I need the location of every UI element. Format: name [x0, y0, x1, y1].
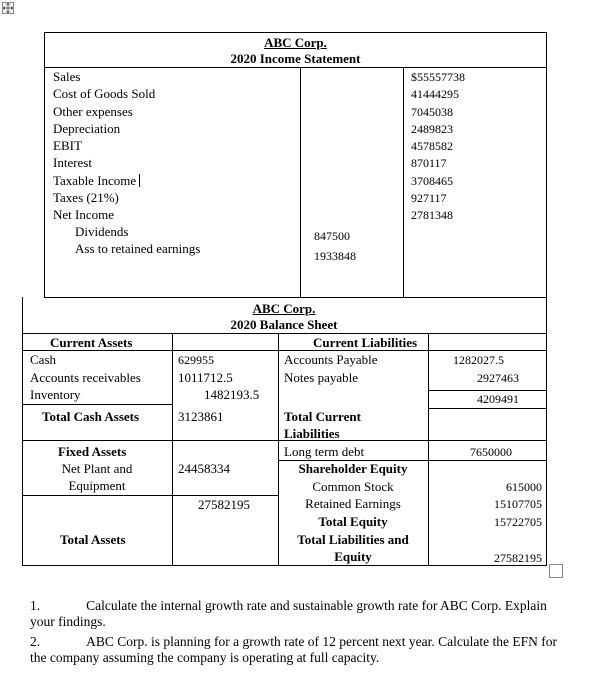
shareholder-equity-header: Shareholder Equity: [298, 461, 408, 476]
accounts-payable-value: 1282027.5: [453, 353, 504, 367]
table-move-handle-icon[interactable]: [2, 2, 14, 14]
is-value-depreciation: 2489823: [411, 122, 453, 136]
income-title: 2020 Income Statement: [230, 51, 361, 66]
receivables-value: 1011712.5: [178, 370, 233, 385]
fixed-assets-header: Fixed Assets: [58, 444, 127, 459]
total-assets-label: Total Assets: [60, 532, 126, 547]
total-current-liabilities-label-line2: Liabilities: [284, 426, 340, 441]
question-2-text: ABC Corp. is planning for a growth rate of 12 percent next year. Calculate the EFN for the company assuming the company is operating at full capacity.: [30, 634, 557, 665]
balance-title: 2020 Balance Sheet: [230, 317, 338, 332]
is-label-cogs: Cost of Goods Sold: [53, 86, 156, 101]
current-liabilities-header: Current Liabilities: [313, 335, 418, 350]
is-label-dividends: Dividends: [75, 224, 129, 239]
common-stock-label: Common Stock: [312, 479, 394, 494]
cash-label: Cash: [30, 352, 56, 367]
total-liab-equity-value: 27582195: [494, 551, 542, 565]
is-label-other-expenses: Other expenses: [53, 104, 133, 119]
retained-earnings-value: 15107705: [494, 497, 542, 511]
is-label-depreciation: Depreciation: [53, 121, 121, 136]
is-label-ebit: EBIT: [53, 138, 82, 153]
is-value-cogs: 41444295: [411, 87, 459, 101]
receivables-label: Accounts receivables: [30, 370, 141, 385]
is-label-net-income: Net Income: [53, 207, 115, 222]
text-cursor: [139, 174, 140, 187]
long-term-debt-value: 7650000: [470, 445, 512, 459]
notes-payable-value: 2927463: [477, 371, 519, 385]
question-1-text: Calculate the internal growth rate and sustainable growth rate for ABC Corp. Explain your findings.: [30, 598, 547, 629]
question-1-number: 1.: [30, 598, 41, 613]
net-plant-label-line2: Equipment: [68, 478, 126, 493]
common-stock-value: 615000: [506, 480, 542, 494]
table-resize-handle[interactable]: [549, 564, 563, 578]
question-1: [30, 598, 558, 630]
retained-earnings-label: Retained Earnings: [305, 496, 401, 511]
total-cash-assets-label: Total Cash Assets: [42, 409, 140, 424]
is-label-retained: Ass to retained earnings: [75, 241, 201, 256]
total-cash-assets-value: 3123861: [178, 409, 224, 424]
notes-payable-label: Notes payable: [284, 370, 359, 385]
question-2: [30, 634, 558, 666]
is-value-retained: 1933848: [314, 249, 356, 263]
total-liab-equity-label-line2: Equity: [334, 549, 372, 564]
is-label-taxes: Taxes (21%): [53, 190, 119, 205]
current-assets-header: Current Assets: [50, 335, 133, 350]
is-value-other-expenses: 7045038: [411, 105, 453, 119]
income-company-name: ABC Corp.: [264, 35, 327, 50]
fixed-total-value: 27582195: [198, 497, 250, 512]
accounts-payable-label: Accounts Payable: [284, 352, 378, 367]
is-value-sales: $55557738: [411, 70, 465, 84]
is-value-net-income: 2781348: [411, 208, 453, 222]
is-label-interest: Interest: [53, 155, 92, 170]
is-value-dividends: 847500: [314, 229, 350, 243]
is-value-interest: 870117: [411, 156, 447, 170]
total-equity-label: Total Equity: [318, 514, 388, 529]
net-plant-value: 24458334: [178, 461, 230, 476]
total-current-liabilities-label-line1: Total Current: [284, 409, 361, 424]
inventory-label: Inventory: [30, 387, 81, 402]
cash-value: 629955: [178, 353, 214, 367]
is-label-taxable-income: Taxable Income: [53, 173, 140, 189]
total-equity-value: 15722705: [494, 515, 542, 529]
current-liabilities-subtotal: 4209491: [477, 392, 519, 406]
is-value-ebit: 4578582: [411, 139, 453, 153]
is-value-taxable-income: 3708465: [411, 174, 453, 188]
long-term-debt-label: Long term debt: [284, 444, 365, 459]
is-value-taxes: 927117: [411, 191, 447, 205]
net-plant-label-line1: Net Plant and: [61, 461, 133, 476]
is-label-sales: Sales: [53, 69, 81, 84]
balance-company-name: ABC Corp.: [252, 301, 316, 316]
question-2-number: 2.: [30, 634, 41, 649]
inventory-value: 1482193.5: [204, 387, 260, 402]
total-liab-equity-label-line1: Total Liabilities and: [297, 532, 409, 547]
